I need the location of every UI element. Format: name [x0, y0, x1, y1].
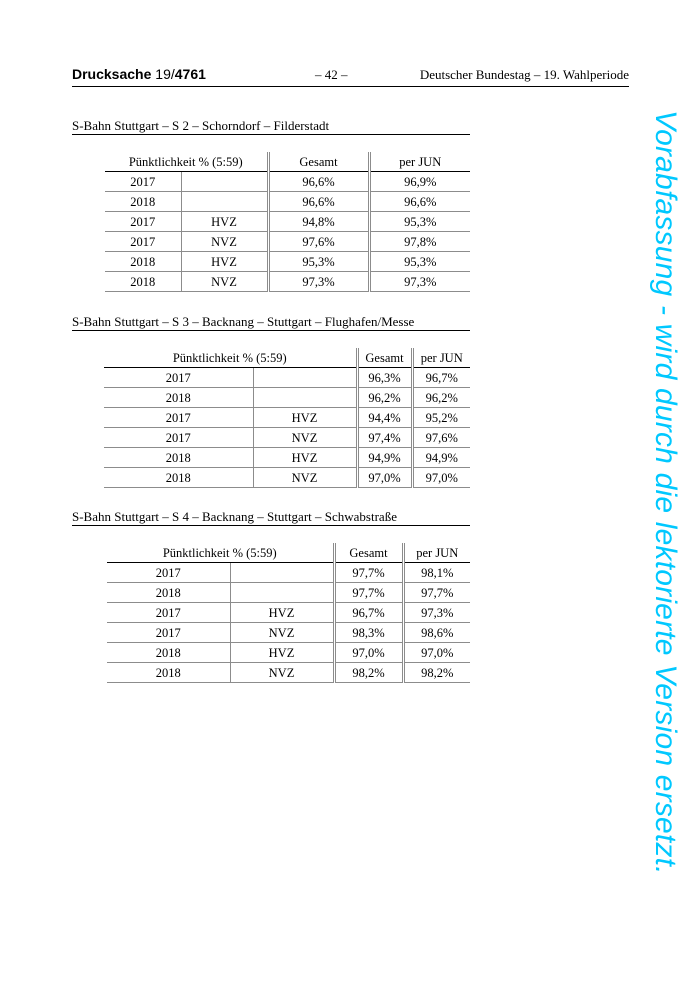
cell-per-jun: 97,8% — [369, 232, 470, 252]
header-per-jun: per JUN — [403, 543, 470, 563]
cell-gesamt: 97,6% — [268, 232, 369, 252]
cell-year: 2018 — [105, 272, 181, 292]
cell-year: 2018 — [107, 583, 230, 603]
cell-gesamt: 97,0% — [334, 643, 403, 663]
cell-year: 2017 — [107, 563, 230, 583]
cell-gesamt: 97,7% — [334, 563, 403, 583]
cell-year: 2017 — [104, 428, 253, 448]
table-row — [104, 428, 470, 448]
header-per-jun: per JUN — [412, 348, 470, 368]
table-row — [107, 663, 470, 683]
cell-per-jun: 97,7% — [403, 583, 470, 603]
cell-year: 2017 — [105, 232, 181, 252]
table-header-row — [104, 348, 470, 368]
header-metric: Pünktlichkeit % (5:59) — [105, 152, 268, 172]
table-row — [105, 192, 470, 212]
cell-per-jun: 98,2% — [403, 663, 470, 683]
cell-per-jun: 98,1% — [403, 563, 470, 583]
cell-year: 2018 — [107, 643, 230, 663]
cell-per-jun: 96,6% — [369, 192, 470, 212]
cell-per-jun: 96,7% — [412, 368, 470, 388]
cell-period — [181, 192, 268, 212]
cell-period — [253, 368, 357, 388]
cell-period: NVZ — [181, 232, 268, 252]
cell-year: 2018 — [104, 468, 253, 488]
table-row — [104, 388, 470, 408]
cell-per-jun: 98,6% — [403, 623, 470, 643]
cell-period: HVZ — [230, 603, 334, 623]
cell-gesamt: 94,9% — [357, 448, 412, 468]
cell-gesamt: 96,3% — [357, 368, 412, 388]
cell-per-jun: 95,3% — [369, 252, 470, 272]
table-header-row — [105, 152, 470, 172]
cell-period: NVZ — [230, 623, 334, 643]
table-row — [107, 643, 470, 663]
cell-period: HVZ — [230, 643, 334, 663]
cell-period — [253, 388, 357, 408]
cell-year: 2017 — [105, 212, 181, 232]
cell-gesamt: 96,6% — [268, 192, 369, 212]
cell-period: HVZ — [253, 448, 357, 468]
table-row — [104, 468, 470, 488]
cell-period: NVZ — [181, 272, 268, 292]
header-per-jun: per JUN — [369, 152, 470, 172]
cell-gesamt: 97,0% — [357, 468, 412, 488]
cell-gesamt: 98,2% — [334, 663, 403, 683]
cell-gesamt: 98,3% — [334, 623, 403, 643]
doc-number-prefix: 19/ — [155, 66, 175, 82]
table-s3 — [104, 348, 470, 488]
table-row — [107, 603, 470, 623]
cell-per-jun: 97,3% — [403, 603, 470, 623]
preliminary-version-watermark: Vorabfassung - wird durch die lektorierte Version ersetzt. — [649, 110, 682, 875]
cell-period — [230, 563, 334, 583]
cell-period — [230, 583, 334, 603]
cell-year: 2018 — [104, 448, 253, 468]
cell-gesamt: 97,4% — [357, 428, 412, 448]
cell-gesamt: 94,4% — [357, 408, 412, 428]
table-row — [104, 368, 470, 388]
cell-period: HVZ — [181, 212, 268, 232]
cell-gesamt: 96,7% — [334, 603, 403, 623]
cell-period: HVZ — [181, 252, 268, 272]
cell-per-jun: 96,9% — [369, 172, 470, 192]
table-row — [105, 272, 470, 292]
cell-year: 2018 — [105, 192, 181, 212]
cell-per-jun: 95,2% — [412, 408, 470, 428]
header-metric: Pünktlichkeit % (5:59) — [107, 543, 334, 563]
cell-per-jun: 97,0% — [412, 468, 470, 488]
cell-year: 2018 — [107, 663, 230, 683]
header-gesamt: Gesamt — [357, 348, 412, 368]
table-header-row — [107, 543, 470, 563]
table-row — [105, 232, 470, 252]
table-row — [105, 252, 470, 272]
cell-per-jun: 94,9% — [412, 448, 470, 468]
cell-per-jun: 97,6% — [412, 428, 470, 448]
cell-gesamt: 94,8% — [268, 212, 369, 232]
document-number — [72, 66, 206, 82]
cell-year: 2017 — [104, 408, 253, 428]
table-row — [107, 623, 470, 643]
table-row — [107, 583, 470, 603]
page-header — [72, 66, 629, 87]
cell-gesamt: 97,3% — [268, 272, 369, 292]
doc-label: Drucksache — [72, 66, 152, 82]
cell-gesamt: 95,3% — [268, 252, 369, 272]
cell-period — [181, 172, 268, 192]
doc-number-main: 4761 — [174, 66, 206, 82]
institution: Deutscher Bundestag – 19. Wahlperiode — [419, 67, 629, 82]
header-gesamt: Gesamt — [268, 152, 369, 172]
cell-per-jun: 96,2% — [412, 388, 470, 408]
cell-gesamt: 96,6% — [268, 172, 369, 192]
cell-period: NVZ — [230, 663, 334, 683]
section-title-s2: S-Bahn Stuttgart – S 2 – Schorndorf – Filderstadt — [72, 119, 470, 135]
table-row — [104, 448, 470, 468]
cell-year: 2017 — [107, 623, 230, 643]
cell-year: 2017 — [104, 368, 253, 388]
table-row — [105, 212, 470, 232]
cell-per-jun: 97,3% — [369, 272, 470, 292]
page-number: – 42 – — [315, 67, 348, 82]
section-title-s4: S-Bahn Stuttgart – S 4 – Backnang – Stuttgart – Schwabstraße — [72, 510, 470, 526]
cell-gesamt: 96,2% — [357, 388, 412, 408]
cell-year: 2017 — [107, 603, 230, 623]
header-gesamt: Gesamt — [334, 543, 403, 563]
table-s2 — [105, 152, 470, 292]
section-title-s3: S-Bahn Stuttgart – S 3 – Backnang – Stuttgart – Flughafen/Messe — [72, 315, 470, 331]
table-row — [104, 408, 470, 428]
header-metric: Pünktlichkeit % (5:59) — [104, 348, 357, 368]
cell-period: NVZ — [253, 428, 357, 448]
cell-per-jun: 97,0% — [403, 643, 470, 663]
cell-period: HVZ — [253, 408, 357, 428]
cell-year: 2017 — [105, 172, 181, 192]
cell-period: NVZ — [253, 468, 357, 488]
table-s4 — [107, 543, 470, 683]
cell-year: 2018 — [104, 388, 253, 408]
cell-year: 2018 — [105, 252, 181, 272]
cell-per-jun: 95,3% — [369, 212, 470, 232]
table-row — [105, 172, 470, 192]
cell-gesamt: 97,7% — [334, 583, 403, 603]
table-row — [107, 563, 470, 583]
